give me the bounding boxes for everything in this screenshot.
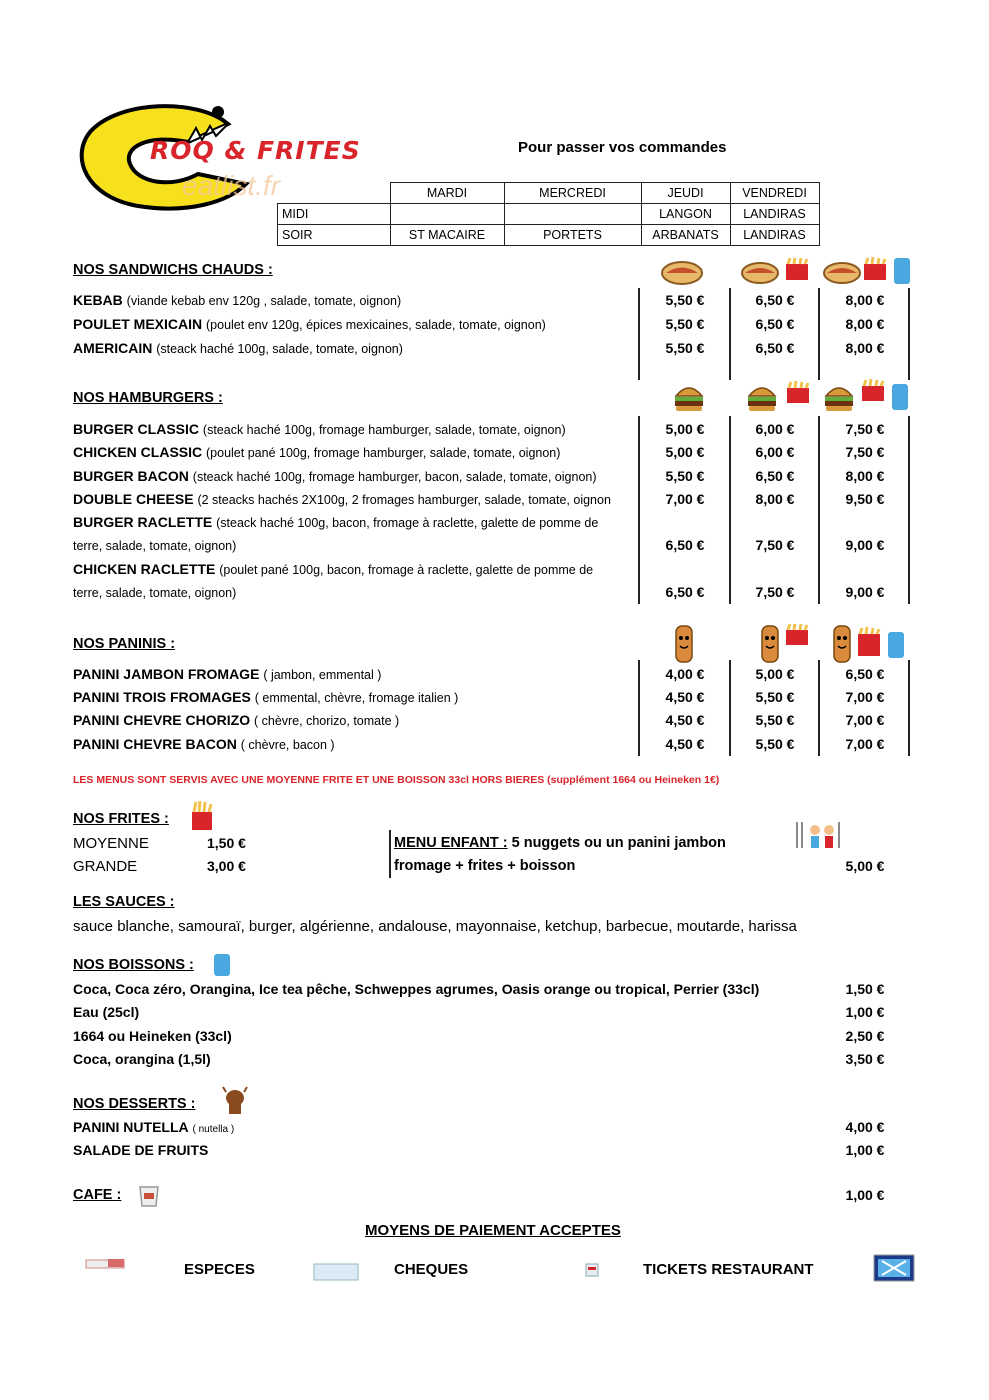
menu-item: BURGER RACLETTE (steack haché 100g, bacon, fromage à raclette, galette de pomme de — [73, 514, 599, 530]
price-seul: 5,50 € — [665, 316, 705, 332]
price-divider — [638, 288, 640, 380]
dessert-price: 1,00 € — [845, 1142, 885, 1158]
section-sauces-title: LES SAUCES : — [73, 894, 175, 910]
menu-item-continued: terre, salade, tomate, oignon) — [73, 586, 237, 600]
child-icon — [793, 818, 845, 852]
dessert-price: 4,00 € — [845, 1119, 885, 1135]
panini-icon — [672, 624, 696, 664]
cell: ST MACAIRE — [390, 225, 504, 246]
price-frites: 5,50 € — [755, 689, 795, 705]
price-menu: 8,00 € — [845, 292, 885, 308]
card-icon — [872, 1253, 916, 1283]
kebab-icon — [660, 258, 704, 286]
price-frites: 6,50 € — [755, 468, 795, 484]
panini-fries-drink-icon — [830, 624, 912, 664]
menu-item: BURGER CLASSIC (steack haché 100g, fromage hamburger, salade, tomate, oignon) — [73, 421, 566, 437]
sauces-list: sauce blanche, samouraï, burger, algérienne, andalouse, mayonnaise, ketchup, barbecue, moutarde, harissa — [73, 918, 797, 935]
paiement-cheques: CHEQUES — [394, 1261, 469, 1278]
brand-name: ROQ & FRITES — [150, 136, 361, 165]
burger-fries-icon — [745, 380, 815, 414]
price-frites: 5,00 € — [755, 666, 795, 682]
menu-item: PANINI TROIS FROMAGES ( emmental, chèvre, fromage italien ) — [73, 689, 459, 705]
frites-price: 1,50 € — [207, 835, 246, 851]
frites-size: MOYENNE — [73, 835, 149, 852]
price-frites: 6,00 € — [755, 421, 795, 437]
price-seul: 5,00 € — [665, 421, 705, 437]
price-frites: 6,00 € — [755, 444, 795, 460]
coffee-cup-icon — [136, 1182, 162, 1208]
price-divider — [729, 660, 731, 756]
drink-icon — [212, 953, 232, 977]
cheque-icon — [312, 1260, 362, 1284]
price-frites: 7,50 € — [755, 584, 795, 600]
price-menu: 7,50 € — [845, 444, 885, 460]
price-seul: 6,50 € — [665, 584, 705, 600]
menu-item: POULET MEXICAIN (poulet env 120g, épices mexicaines, salade, tomate, oignon) — [73, 316, 546, 332]
price-seul: 4,50 € — [665, 689, 705, 705]
day-mercredi: MERCREDI — [504, 183, 641, 204]
boisson-price: 3,50 € — [845, 1051, 885, 1067]
menus-note: LES MENUS SONT SERVIS AVEC UNE MOYENNE FRITE ET UNE BOISSON 33cl HORS BIERES (supplément 1664 ou Heineken 1€) — [73, 774, 720, 786]
menu-item: DOUBLE CHEESE (2 steacks hachés 2X100g, 2 fromages hamburger, salade, tomate, oignon — [73, 491, 611, 507]
price-menu: 7,00 € — [845, 736, 885, 752]
day-mardi: MARDI — [390, 183, 504, 204]
cell — [504, 204, 641, 225]
menu-enfant-price: 5,00 € — [845, 858, 885, 874]
price-menu: 7,50 € — [845, 421, 885, 437]
menu-enfant-line1: MENU ENFANT : 5 nuggets ou un panini jambon — [394, 835, 726, 851]
fries-icon — [188, 800, 216, 832]
price-seul: 4,50 € — [665, 712, 705, 728]
day-vendredi: VENDREDI — [730, 183, 819, 204]
row-soir-label: SOIR — [278, 225, 391, 246]
menu-item: KEBAB (viande kebab env 120g , salade, tomate, oignon) — [73, 292, 402, 308]
cell: ARBANATS — [641, 225, 730, 246]
price-menu: 7,00 € — [845, 689, 885, 705]
frites-price: 3,00 € — [207, 858, 246, 874]
price-menu: 9,50 € — [845, 491, 885, 507]
price-seul: 4,50 € — [665, 736, 705, 752]
price-divider — [729, 288, 731, 380]
panini-fries-icon — [758, 624, 814, 664]
price-seul: 5,50 € — [665, 292, 705, 308]
price-menu: 7,00 € — [845, 712, 885, 728]
price-seul: 7,00 € — [665, 491, 705, 507]
price-frites: 6,50 € — [755, 292, 795, 308]
price-frites: 5,50 € — [755, 712, 795, 728]
boisson-price: 2,50 € — [845, 1028, 885, 1044]
section-hamburgers-title: NOS HAMBURGERS : — [73, 390, 223, 406]
cell: LANDIRAS — [730, 204, 819, 225]
burger-fries-drink-icon — [822, 378, 918, 414]
paiement-tickets: TICKETS RESTAURANT — [643, 1261, 814, 1278]
row-midi-label: MIDI — [278, 204, 391, 225]
menu-enfant-divider — [389, 830, 391, 878]
price-divider — [908, 416, 910, 604]
boisson-price: 1,00 € — [845, 1004, 885, 1020]
boisson-price: 1,50 € — [845, 981, 885, 997]
price-frites: 8,00 € — [755, 491, 795, 507]
paiement-title: MOYENS DE PAIEMENT ACCEPTES — [365, 1222, 621, 1239]
price-frites: 5,50 € — [755, 736, 795, 752]
menu-item: CHICKEN CLASSIC (poulet pané 100g, fromage hamburger, salade, tomate, oignon) — [73, 444, 561, 460]
price-frites: 7,50 € — [755, 537, 795, 553]
menu-item: PANINI CHEVRE CHORIZO ( chèvre, chorizo, tomate ) — [73, 712, 400, 728]
price-menu: 6,50 € — [845, 666, 885, 682]
cafe-price: 1,00 € — [845, 1187, 885, 1203]
burger-icon — [672, 380, 706, 414]
kebab-fries-drink-icon — [822, 254, 918, 286]
menu-item: BURGER BACON (steack haché 100g, fromage hamburger, bacon, salade, tomate, oignon) — [73, 468, 597, 484]
section-frites-title: NOS FRITES : — [73, 811, 169, 827]
section-sandwichs-title: NOS SANDWICHS CHAUDS : — [73, 262, 273, 278]
section-boissons-title: NOS BOISSONS : — [73, 957, 194, 973]
price-menu: 8,00 € — [845, 340, 885, 356]
day-jeudi: JEUDI — [641, 183, 730, 204]
price-divider — [818, 660, 820, 756]
dessert-item: SALADE DE FRUITS — [73, 1142, 209, 1158]
boisson-item: Coca, orangina (1,5l) — [73, 1051, 211, 1067]
menu-item: AMERICAIN (steack haché 100g, salade, tomate, oignon) — [73, 340, 403, 356]
schedule-table — [277, 182, 820, 246]
section-desserts-title: NOS DESSERTS : — [73, 1096, 196, 1112]
menu-enfant-line2: fromage + frites + boisson — [394, 858, 576, 874]
boisson-item: Coca, Coca zéro, Orangina, Ice tea pêche, Schweppes agrumes, Oasis orange ou tropical, Perrier (33cl) — [73, 981, 760, 997]
price-seul: 5,50 € — [665, 340, 705, 356]
frites-size: GRANDE — [73, 858, 138, 875]
price-frites: 6,50 € — [755, 316, 795, 332]
price-divider — [818, 288, 820, 380]
menu-item: CHICKEN RACLETTE (poulet pané 100g, bacon, fromage à raclette, galette de pomme de — [73, 561, 594, 577]
price-seul: 6,50 € — [665, 537, 705, 553]
cell: PORTETS — [504, 225, 641, 246]
dessert-item: PANINI NUTELLA ( nutella ) — [73, 1119, 235, 1135]
boisson-item: Eau (25cl) — [73, 1004, 140, 1020]
menu-item: PANINI JAMBON FROMAGE ( jambon, emmental ) — [73, 666, 382, 682]
ticket-restaurant-icon — [584, 1262, 600, 1278]
price-divider — [729, 416, 731, 604]
price-seul: 4,00 € — [665, 666, 705, 682]
price-seul: 5,00 € — [665, 444, 705, 460]
price-divider — [818, 416, 820, 604]
price-frites: 6,50 € — [755, 340, 795, 356]
kebab-fries-icon — [740, 258, 812, 286]
price-menu: 8,00 € — [845, 468, 885, 484]
section-cafe-title: CAFE : — [73, 1187, 122, 1203]
cash-icon — [84, 1256, 128, 1272]
boisson-item: 1664 ou Heineken (33cl) — [73, 1028, 232, 1044]
cell — [390, 204, 504, 225]
price-menu: 8,00 € — [845, 316, 885, 332]
cell: LANDIRAS — [730, 225, 819, 246]
price-seul: 5,50 € — [665, 468, 705, 484]
menu-item: PANINI CHEVRE BACON ( chèvre, bacon ) — [73, 736, 335, 752]
dessert-icon — [222, 1086, 248, 1116]
price-divider — [908, 288, 910, 380]
price-menu: 9,00 € — [845, 537, 885, 553]
price-divider — [638, 660, 640, 756]
section-paninis-title: NOS PANINIS : — [73, 636, 176, 652]
menu-item-continued: terre, salade, tomate, oignon) — [73, 539, 237, 553]
commands-title: Pour passer vos commandes — [518, 139, 727, 156]
cell: LANGON — [641, 204, 730, 225]
price-divider — [638, 416, 640, 604]
watermark: eatlist.fr — [182, 170, 281, 201]
paiement-especes: ESPECES — [184, 1261, 255, 1278]
price-menu: 9,00 € — [845, 584, 885, 600]
price-divider — [908, 660, 910, 756]
